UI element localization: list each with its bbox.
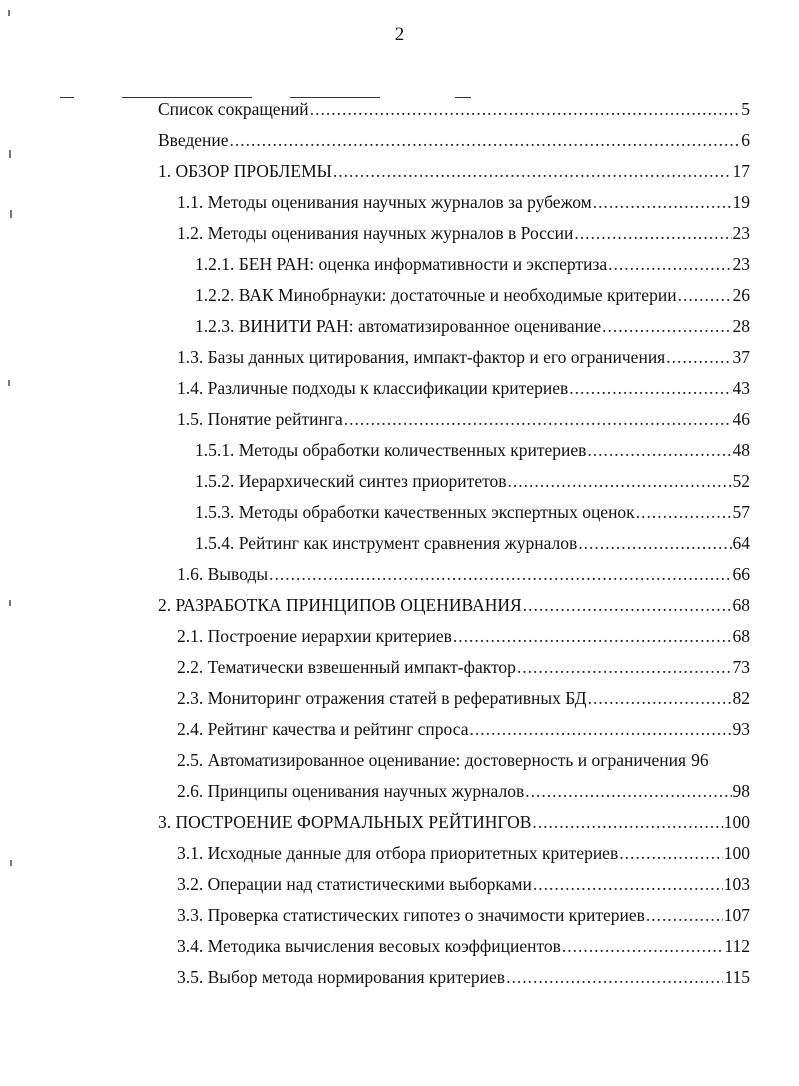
toc-entry — [195, 502, 750, 526]
toc-entry-page: 43 — [732, 378, 750, 398]
toc-entry-title: 1. ОБЗОР ПРОБЛЕМЫ — [158, 161, 332, 181]
toc-leader — [562, 936, 724, 957]
toc-leader — [310, 99, 741, 120]
toc-entry-title: 1.2.1. БЕН РАН: оценка информативности и экспертиза — [195, 254, 608, 274]
toc-entry-page: 107 — [723, 905, 750, 925]
toc-entry-page: 57 — [732, 502, 750, 522]
toc-entry-title: 1.3. Базы данных цитирования, импакт-фактор и его ограничения — [177, 347, 666, 367]
toc-entry-title: 1.6. Выводы — [177, 564, 269, 584]
toc-entry-page: 68 — [732, 626, 750, 646]
toc-leader — [608, 254, 731, 275]
scan-mark — [10, 210, 12, 218]
toc-entry-page: 115 — [724, 967, 750, 987]
toc-entry — [177, 719, 750, 743]
toc-entry — [195, 471, 750, 495]
toc-leader — [506, 967, 723, 988]
toc-entry — [177, 564, 750, 588]
toc-entry-title: 1.5.3. Методы обработки качественных экспертных оценок — [195, 502, 635, 522]
toc-entry — [195, 285, 750, 309]
toc-entry-page: 52 — [732, 471, 750, 491]
toc-entry — [177, 905, 750, 929]
toc-entry — [195, 440, 750, 464]
toc-leader — [469, 719, 731, 740]
toc-leader — [588, 688, 732, 709]
toc-entry-title: 1.1. Методы оценивания научных журналов за рубежом — [177, 192, 592, 212]
toc-entry-page: 6 — [741, 130, 750, 150]
toc-leader — [344, 409, 732, 430]
toc-entry-page: 19 — [732, 192, 750, 212]
toc-leader — [593, 192, 732, 213]
toc-entry-page: 96 — [691, 750, 709, 770]
toc-leader — [666, 347, 731, 368]
toc-entry-title: 1.4. Различные подходы к классификации критериев — [177, 378, 569, 398]
toc-entry-page: 98 — [732, 781, 750, 801]
toc-entry-title: 3.3. Проверка статистических гипотез о значимости критериев — [177, 905, 645, 925]
toc-entry — [158, 130, 750, 154]
toc-entry — [158, 812, 750, 836]
toc-entry — [158, 161, 750, 185]
toc-leader — [569, 378, 731, 399]
toc-entry-page: 17 — [732, 161, 750, 181]
toc-entry-title: 3.5. Выбор метода нормирования критериев — [177, 967, 506, 987]
scan-mark — [10, 860, 12, 866]
toc-entry — [158, 99, 750, 123]
toc-entry-title: 1.5.2. Иерархический синтез приоритетов — [195, 471, 507, 491]
toc-entry — [177, 409, 750, 433]
toc-entry-title: Введение — [158, 130, 229, 150]
header-rule — [60, 97, 74, 98]
toc-entry — [158, 595, 750, 619]
toc-entry — [195, 254, 750, 278]
toc-entry-title: 3. ПОСТРОЕНИЕ ФОРМАЛЬНЫХ РЕЙТИНГОВ — [158, 812, 532, 832]
toc-leader — [453, 626, 732, 647]
toc-leader — [646, 905, 723, 926]
toc-entry-title: 3.4. Методика вычисления весовых коэффициентов — [177, 936, 561, 956]
toc-entry — [177, 688, 750, 712]
toc-entry-title: 2.6. Принципы оценивания научных журналов — [177, 781, 525, 801]
toc-entry-title: 1.5. Понятие рейтинга — [177, 409, 343, 429]
toc-entry-page: 37 — [732, 347, 750, 367]
header-rule — [290, 97, 380, 98]
toc-entry-page: 48 — [732, 440, 750, 460]
scan-mark — [9, 150, 11, 158]
toc-leader — [532, 812, 722, 833]
toc-entry — [177, 657, 750, 681]
toc-entry — [177, 626, 750, 650]
toc-entry-title: 3.2. Операции над статистическими выборками — [177, 874, 532, 894]
toc-leader — [587, 440, 731, 461]
toc-entry — [177, 781, 750, 805]
toc-entry — [177, 874, 750, 898]
toc-entry-page: 93 — [732, 719, 750, 739]
toc-entry — [177, 967, 750, 991]
toc-entry — [177, 223, 750, 247]
toc-entry-page: 28 — [732, 316, 750, 336]
toc-entry — [195, 533, 750, 557]
scan-mark — [9, 600, 11, 606]
toc-leader — [636, 502, 732, 523]
toc-entry-page: 82 — [732, 688, 750, 708]
toc-entry — [177, 192, 750, 216]
toc-entry-page: 5 — [741, 99, 750, 119]
toc-entry-title: 1.2.3. ВИНИТИ РАН: автоматизированное оценивание — [195, 316, 602, 336]
toc-entry-page: 46 — [732, 409, 750, 429]
toc-entry-title: 1.5.1. Методы обработки количественных критериев — [195, 440, 587, 460]
toc-entry — [177, 843, 750, 867]
scan-mark — [8, 10, 10, 16]
toc-entry-page: 26 — [732, 285, 750, 305]
toc-entry-title: 2.4. Рейтинг качества и рейтинг спроса — [177, 719, 469, 739]
toc-entry-title: 2.2. Тематически взвешенный импакт-фактор — [177, 657, 516, 677]
toc-leader — [533, 874, 723, 895]
toc-entry-title: 1.5.4. Рейтинг как инструмент сравнения журналов — [195, 533, 578, 553]
toc-entry-page: 103 — [723, 874, 750, 894]
toc-entry-page: 23 — [732, 223, 750, 243]
page-number: 2 — [394, 24, 405, 45]
toc-entry-title: 2.5. Автоматизированное оценивание: достоверность и ограничения — [177, 750, 687, 770]
toc-entry-page: 66 — [732, 564, 750, 584]
header-rule — [455, 97, 471, 98]
toc-entry — [177, 936, 750, 960]
toc-entry-page: 100 — [723, 812, 750, 832]
toc-entry-page: 23 — [732, 254, 750, 274]
toc-leader — [333, 161, 732, 182]
toc-leader — [230, 130, 741, 151]
toc-leader — [508, 471, 732, 492]
toc-leader — [574, 223, 731, 244]
toc-entry-page: 64 — [732, 533, 750, 553]
toc-entry-title: 2. РАЗРАБОТКА ПРИНЦИПОВ ОЦЕНИВАНИЯ — [158, 595, 522, 615]
scan-mark — [8, 380, 10, 386]
toc-entry-page: 73 — [732, 657, 750, 677]
toc-entry-title: 2.3. Мониторинг отражения статей в реферативных БД — [177, 688, 587, 708]
toc-entry — [195, 316, 750, 340]
toc-entry — [177, 378, 750, 402]
toc-entry-title: 1.2. Методы оценивания научных журналов в России — [177, 223, 574, 243]
toc-leader — [578, 533, 731, 554]
toc-entry-page: 100 — [723, 843, 750, 863]
toc-entry-title: 1.2.2. ВАК Минобрнауки: достаточные и необходимые критерии — [195, 285, 677, 305]
toc-leader — [602, 316, 731, 337]
toc-entry-title: Список сокращений — [158, 99, 309, 119]
toc-leader — [525, 781, 731, 802]
toc-leader — [517, 657, 732, 678]
toc-leader — [523, 595, 732, 616]
toc-entry — [177, 750, 750, 774]
toc-entry-page: 112 — [724, 936, 750, 956]
toc-leader — [678, 285, 732, 306]
toc-entry — [177, 347, 750, 371]
toc-leader — [269, 564, 731, 585]
header-rule — [122, 97, 252, 98]
toc-entry-page: 68 — [732, 595, 750, 615]
toc-leader — [619, 843, 723, 864]
toc-entry-title: 3.1. Исходные данные для отбора приоритетных критериев — [177, 843, 619, 863]
toc-entry-title: 2.1. Построение иерархии критериев — [177, 626, 452, 646]
